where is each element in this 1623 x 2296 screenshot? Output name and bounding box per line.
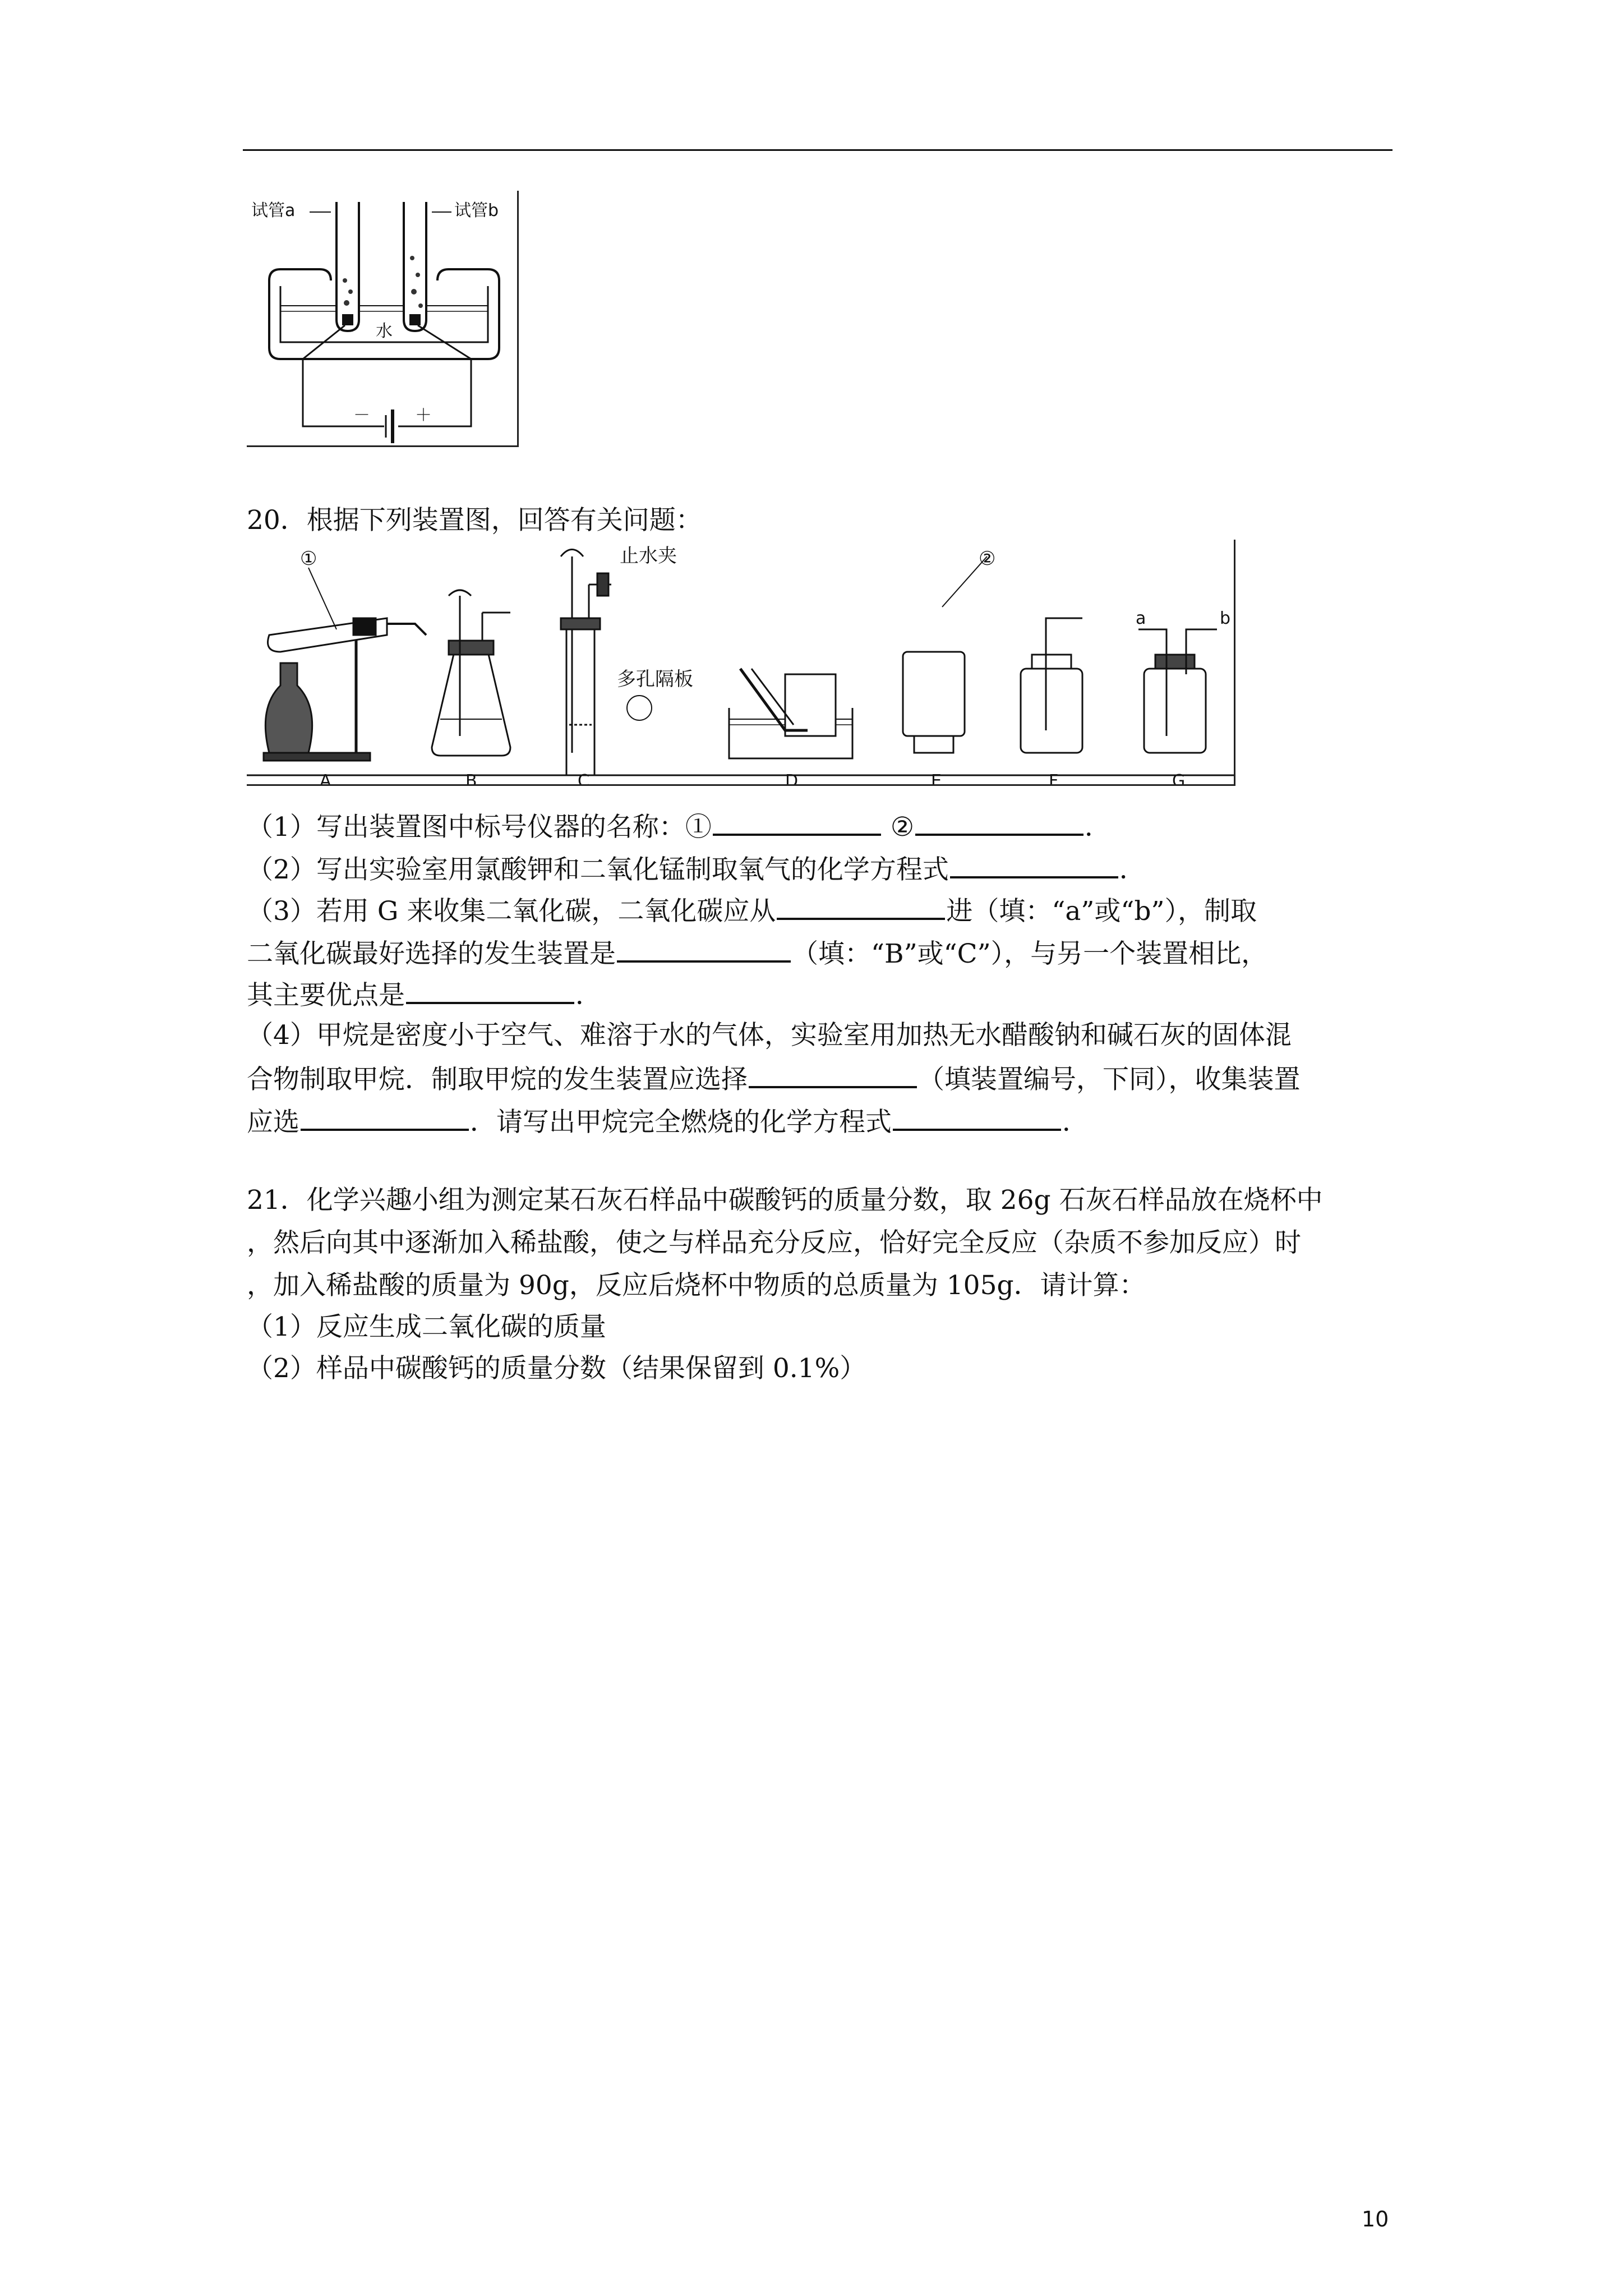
answer-blank[interactable] — [777, 892, 945, 920]
q20-line-8: 应选 ．请写出甲烷完全燃烧的化学方程式 ． — [247, 1103, 1089, 1139]
q20-line-3: （3）若用 G 来收集二氧化碳，二氧化碳应从 进（填：“a”或“b”），制取 — [247, 892, 1257, 928]
q20-line-6: （4）甲烷是密度小于空气、难溶于水的气体，实验室用加热无水醋酸钠和碱石灰的固体混 — [247, 1020, 1292, 1051]
label-E: E — [931, 771, 942, 784]
q21-line-5: （2）样品中碳酸钙的质量分数（结果保留到 0.1%） — [247, 1353, 866, 1384]
page-number: 10 — [1362, 2207, 1389, 2231]
minus-label: － — [353, 406, 370, 425]
water-label: 水 — [376, 321, 393, 341]
q20-line-4: 二氧化碳最好选择的发生装置是 （填：“B”或“C”），与另一个装置相比， — [247, 935, 1267, 971]
g-port-a: a — [1136, 609, 1146, 628]
clip-label: 止水夹 — [620, 545, 677, 567]
q20-line-5: 其主要优点是 ． — [247, 976, 602, 1013]
header-rule — [243, 149, 1393, 151]
q21-line-1: 21．化学兴趣小组为测定某石灰石样品中碳酸钙的质量分数，取 26g 石灰石样品放在烧杯中 — [247, 1185, 1323, 1216]
label-D: D — [785, 771, 799, 784]
apparatus-c — [561, 550, 652, 776]
electrolysis-figure — [247, 191, 519, 447]
answer-blank[interactable] — [950, 850, 1118, 878]
apparatus-f — [1021, 618, 1082, 753]
answer-blank[interactable] — [749, 1060, 917, 1088]
answer-blank[interactable] — [617, 935, 791, 963]
tube-b-label: 试管b — [454, 201, 499, 220]
label-F: F — [1049, 771, 1059, 784]
apparatus-g — [1138, 629, 1217, 753]
q21-line-3: ，加入稀盐酸的质量为 90g，反应后烧杯中物质的总质量为 105g．请计算： — [247, 1270, 1146, 1301]
answer-blank[interactable] — [301, 1103, 469, 1131]
answer-blank[interactable] — [406, 976, 574, 1004]
apparatus-d — [729, 669, 852, 758]
label-A: A — [320, 771, 331, 784]
tube-a-label: 试管a — [251, 201, 296, 220]
q20-line-1: （1）写出装置图中标号仪器的名称：① ② ． — [247, 808, 1111, 844]
q20-title: 20．根据下列装置图，回答有关问题： — [247, 505, 702, 536]
answer-blank[interactable] — [893, 1103, 1061, 1131]
answer-blank[interactable] — [713, 808, 881, 836]
mark-1: ① — [300, 547, 317, 570]
label-C: C — [578, 771, 589, 784]
q21-line-4: （1）反应生成二氧化碳的质量 — [247, 1312, 606, 1342]
answer-blank[interactable] — [915, 808, 1083, 836]
q21-line-2: ，然后向其中逐渐加入稀盐酸，使之与样品充分反应，恰好完全反应（杂质不参加反应）时 — [247, 1227, 1301, 1258]
apparatus-a — [264, 568, 426, 761]
plus-label: ＋ — [415, 406, 432, 425]
q20-line-7: 合物制取甲烷．制取甲烷的发生装置应选择 （填装置编号，下同），收集装置 — [247, 1060, 1301, 1097]
mark-2: ② — [979, 547, 996, 570]
plate-label: 多孔隔板 — [617, 668, 693, 691]
g-port-b: b — [1220, 609, 1231, 628]
label-B: B — [465, 771, 477, 784]
label-G: G — [1172, 771, 1186, 784]
q20-line-2: （2）写出实验室用氯酸钾和二氧化锰制取氧气的化学方程式 ． — [247, 850, 1146, 887]
apparatus-figure — [247, 540, 1235, 786]
apparatus-b — [432, 590, 510, 756]
apparatus-e — [903, 556, 987, 753]
